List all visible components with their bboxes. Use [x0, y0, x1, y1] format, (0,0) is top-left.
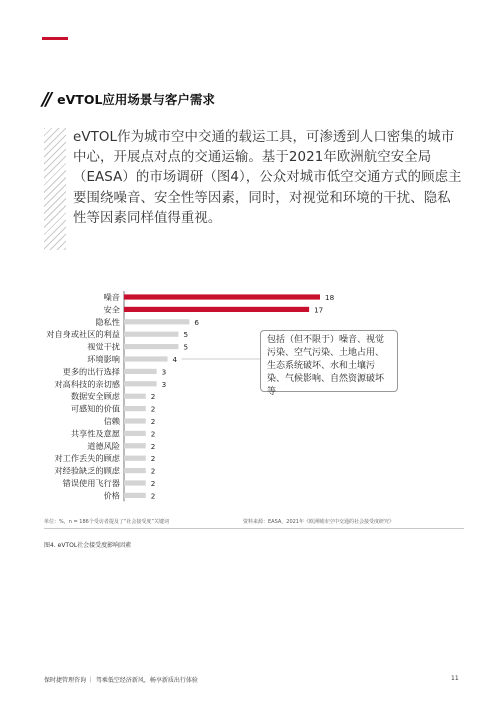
category-label: 更多的出行选择 — [62, 366, 120, 377]
bar-chart — [0, 285, 500, 520]
intro-paragraph: eVTOL作为城市空中交通的载运工具，可渗透到人口密集的城市中心，开展点对点的交通运输。基于2021年欧洲航空安全局（EASA）的市场调研（图4），公众对城市低空交通方式的顾虑主要围绕噪音、安全性等因素，同时，对视觉和环境的干扰、隐私性等因素同样值得重视。 — [73, 130, 462, 226]
category-label: 环境影响 — [87, 354, 120, 364]
bar — [124, 332, 178, 337]
value-label: 6 — [194, 317, 199, 327]
category-label: 噪音 — [103, 292, 120, 302]
bar — [124, 344, 178, 349]
value-label: 2 — [150, 441, 156, 451]
value-label: 2 — [150, 454, 156, 464]
section-header — [42, 89, 215, 109]
value-label: 17 — [314, 305, 324, 315]
section-marker: // — [42, 88, 50, 110]
hatch-decoration — [44, 128, 66, 250]
category-label: 数据安全顾虑 — [70, 391, 120, 402]
bar — [124, 307, 309, 312]
page-number: 11 — [451, 675, 459, 682]
top-accent-bar — [42, 37, 68, 40]
divider — [44, 528, 464, 529]
category-label: 对经验缺乏的顾虑 — [54, 465, 120, 476]
value-label: 4 — [172, 355, 178, 364]
value-label: 3 — [161, 367, 167, 377]
category-label: 对高科技的亲切感 — [54, 378, 120, 389]
value-label: 5 — [183, 342, 189, 352]
bar — [124, 468, 146, 473]
bar — [124, 394, 146, 399]
environment-callout: 包括（但不限于）噪音、视觉污染、空气污染、土地占用、生态系统破坏、水和土壤污染、气候影响、自然资源破坏等 — [260, 330, 398, 392]
bar — [124, 381, 157, 386]
category-label: 对工作丢失的顾虑 — [54, 453, 120, 464]
category-label: 安全 — [103, 304, 120, 315]
bar — [124, 456, 146, 461]
bar — [124, 431, 146, 436]
bar — [124, 319, 189, 324]
value-label: 2 — [150, 491, 156, 501]
category-label: 错误使用飞行器 — [62, 478, 120, 488]
source-note: 资料来源：EASA，2021年《欧洲城市空中交通的社会接受度研究》 — [243, 519, 394, 525]
category-label: 可感知的价值 — [70, 403, 120, 414]
unit-note: 单位：%，n = 186个受访者提及了“社会接受度”关键词 — [44, 519, 170, 525]
value-label: 3 — [161, 379, 167, 389]
bar — [124, 493, 146, 498]
figure-caption: 图4. eVTOL社会接受度影响因素 — [44, 542, 132, 549]
category-label: 隐私性 — [95, 316, 120, 327]
bar — [124, 356, 168, 361]
category-label: 视觉干扰 — [87, 341, 120, 352]
bar — [124, 294, 320, 299]
category-label: 道德风险 — [87, 440, 120, 451]
category-label: 信赖 — [103, 416, 120, 426]
bar — [124, 480, 146, 485]
value-label: 2 — [150, 466, 156, 476]
footer-text: 保时捷管理咨询 ｜ 驾乘低空经济新风，畅享新质出行体验 — [44, 677, 198, 684]
section-title: eVTOL应用场景与客户需求 — [57, 92, 215, 107]
bar — [124, 443, 146, 448]
category-label: 共享性及意愿 — [70, 428, 120, 439]
category-label: 对自身或社区的利益 — [46, 329, 120, 340]
chart-svg — [0, 285, 500, 520]
value-label: 2 — [150, 479, 156, 488]
bar — [124, 406, 146, 411]
bar — [124, 369, 157, 374]
value-label: 2 — [150, 429, 156, 439]
value-label: 5 — [183, 330, 189, 340]
bar — [124, 418, 146, 423]
category-label: 价格 — [103, 490, 120, 501]
value-label: 2 — [150, 404, 156, 414]
value-label: 2 — [150, 417, 156, 426]
value-label: 18 — [325, 293, 335, 302]
value-label: 2 — [150, 392, 156, 402]
